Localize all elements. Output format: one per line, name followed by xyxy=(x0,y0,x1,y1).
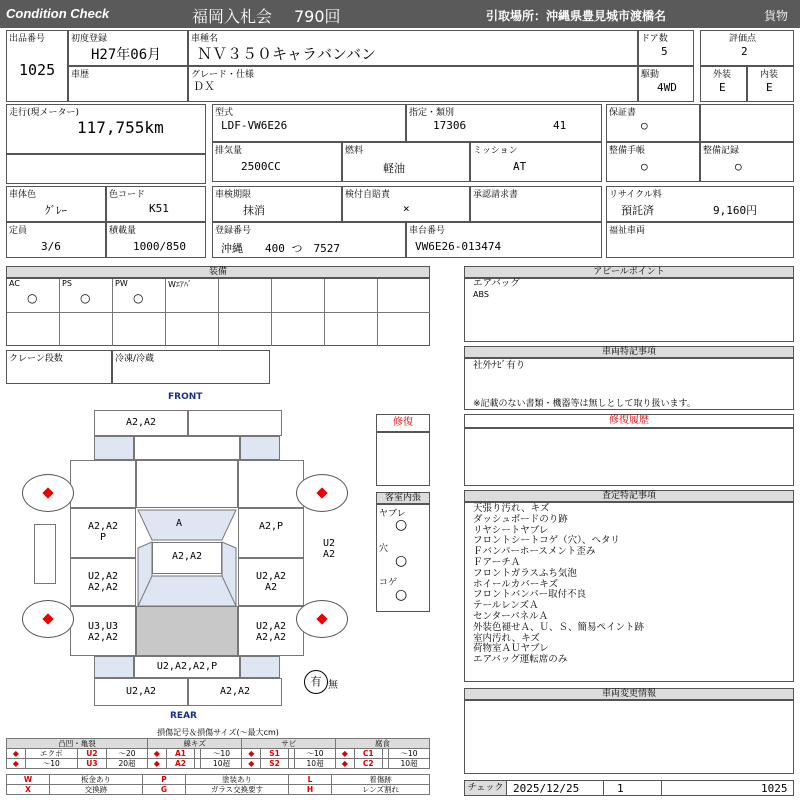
lot-value: 1025 xyxy=(19,61,56,79)
freezer-label: 冷凍/冷蔵 xyxy=(115,354,155,364)
lot-number-cell xyxy=(6,30,68,102)
equip-ac-label: AC xyxy=(9,279,20,288)
appeal-box xyxy=(464,278,794,342)
part-left-rear-quarter: U3,U3 A2,A2 xyxy=(70,606,136,656)
legend-table xyxy=(6,738,430,769)
chassis-value: VW6E26-013474 xyxy=(415,240,502,253)
changes-box xyxy=(464,700,794,774)
part-roof: A2,A2 xyxy=(152,542,222,574)
equipment-grid xyxy=(6,278,430,346)
equip-empty-13 xyxy=(219,313,272,346)
legend-rust-f: 10超 xyxy=(295,759,336,769)
legend-dent-c: 〜20 xyxy=(107,749,148,759)
inspection-cell xyxy=(212,186,342,222)
inspector-line: センターパネルＡ xyxy=(473,611,549,622)
equip-empty-14 xyxy=(272,313,325,346)
designation-value: 17306 xyxy=(433,119,467,132)
history-cell xyxy=(68,66,188,102)
legend-corrosion-f: 10超 xyxy=(388,759,429,769)
special-line-1: 社外ﾅﾋﾞ有り xyxy=(473,360,526,371)
part-rear-right-lamp xyxy=(240,656,280,678)
legend-rust-d: S2 xyxy=(261,759,289,769)
inspector-line: 外装色褪せＡ、Ｕ、Ｓ、簡易ペイント跡 xyxy=(473,621,645,633)
windshield-label: A xyxy=(176,518,183,529)
spare-no-label: 無 xyxy=(328,680,338,691)
equip-empty-12 xyxy=(166,313,219,346)
mission-label: ミッション xyxy=(473,146,518,156)
legend-scratch-c: 〜10 xyxy=(201,749,242,759)
legend-text-l: 着傷跡 xyxy=(332,775,430,785)
repair-header: 修復 xyxy=(376,414,430,432)
mission-cell xyxy=(470,142,602,182)
legend-rust-c: 〜10 xyxy=(295,749,336,759)
equip-ps-label: PS xyxy=(62,279,72,288)
equip-ac xyxy=(7,279,60,313)
legend-rust-a: S1 xyxy=(261,749,289,759)
exterior-label: 外装 xyxy=(713,70,732,80)
record-cell xyxy=(700,142,794,182)
wheel-rear-left xyxy=(22,600,74,638)
interior-label: 内装 xyxy=(760,70,779,80)
appeal-header: アピールポイント xyxy=(464,266,794,278)
chassis-cell xyxy=(406,222,602,258)
legend-scratch-d: A2 xyxy=(166,759,195,769)
cabin-burn-label: コゲ xyxy=(379,578,398,588)
interior-cell xyxy=(747,66,794,102)
inspector-line: 室内汚れ、キズ xyxy=(473,632,540,644)
check-divider xyxy=(603,781,604,795)
drive-label: 駆動 xyxy=(641,70,660,80)
repair-content-box xyxy=(464,428,794,486)
cabin-tear-label: ヤブレ xyxy=(379,509,406,519)
warranty-cell xyxy=(606,104,700,142)
color-code-label: 色コード xyxy=(109,190,146,200)
equip-pw-label: PW xyxy=(115,279,128,288)
check-row xyxy=(464,780,794,796)
inspector-line: 荷物室ＡＵヤブレ xyxy=(473,643,549,655)
cabin-hole-mark: ○ xyxy=(395,553,408,569)
recycle-cell xyxy=(606,186,794,222)
inspector-line: ダッシュボードのり跡 xyxy=(473,513,568,525)
capacity-value: 3/6 xyxy=(41,240,61,253)
doors-value: 5 xyxy=(661,45,668,58)
part-hood xyxy=(136,460,238,508)
color-code-value: K51 xyxy=(149,202,169,215)
legend-title: 損傷記号＆損傷サイズ(〜最大cm) xyxy=(157,728,279,737)
part-cargo-floor xyxy=(136,606,238,656)
part-windshield xyxy=(136,508,238,542)
equip-ps-mark: ○ xyxy=(80,291,91,305)
inspector-line: フロントシートコゲ（穴）、ヘタリ xyxy=(473,535,620,547)
score-cell xyxy=(700,30,794,66)
manual-cell xyxy=(606,142,700,182)
class-value: 41 xyxy=(553,119,567,132)
front-label: FRONT xyxy=(168,392,203,402)
part-front-right xyxy=(188,410,282,436)
part-right-rear-quarter: U2,A2 A2,A2 xyxy=(238,606,304,656)
pickup-location: 引取場所：沖縄県豊見城市渡橋名 xyxy=(486,9,667,23)
model-name-cell xyxy=(188,30,638,66)
special-note: ※記載のない書類・機器等は無しとして取り扱います。 xyxy=(473,399,696,409)
wheel-front-left xyxy=(22,474,74,512)
check-date: 2025/12/25 xyxy=(513,782,580,795)
part-left-front-door: A2,A2 P xyxy=(70,508,136,558)
load-label: 積載量 xyxy=(109,226,137,236)
equipment-header: 装備 xyxy=(6,266,430,278)
fuel-value: 軽油 xyxy=(383,162,405,175)
part-left-fender xyxy=(70,460,136,508)
legend-dent-a: エクボ xyxy=(25,749,77,759)
freezer-cell xyxy=(112,350,270,384)
liability-value: × xyxy=(403,202,410,215)
legend-dent-d: 〜10 xyxy=(25,759,77,769)
record-value: ○ xyxy=(735,160,742,173)
rear-label: REAR xyxy=(170,711,197,721)
color-label: 車体色 xyxy=(9,190,37,200)
cabin-hole-label: 穴 xyxy=(379,544,389,554)
part-front-grille xyxy=(134,436,240,460)
color-cell xyxy=(6,186,106,222)
equip-empty-10 xyxy=(60,313,113,346)
equip-empty-9 xyxy=(7,313,60,346)
displacement-value: 2500CC xyxy=(241,160,281,173)
welfare-cell xyxy=(606,222,794,258)
legend-diamond: ◆ xyxy=(336,759,355,769)
exterior-cell xyxy=(700,66,747,102)
color-code-cell xyxy=(106,186,206,222)
doors-label: ドア数 xyxy=(641,34,668,44)
part-rear-bumper-right: A2,A2 xyxy=(188,678,282,706)
inspector-line: テールレンズＡ xyxy=(473,600,539,612)
legend-dent-f: 20超 xyxy=(107,759,148,769)
brand-title: Condition Check xyxy=(6,6,110,21)
inspector-box xyxy=(464,502,794,682)
grade-value: ＤＸ xyxy=(193,80,215,93)
check-count: 1 xyxy=(617,782,624,795)
equip-pw xyxy=(113,279,166,313)
legend-text-p: 塗装あり xyxy=(186,775,289,785)
approval-cell xyxy=(470,186,602,222)
mileage-cell xyxy=(6,104,206,154)
crane-cell xyxy=(6,350,112,384)
check-number: 1025 xyxy=(761,782,788,795)
legend-key-x: X xyxy=(7,785,50,795)
equip-ps xyxy=(60,279,113,313)
legend-diamond: ◆ xyxy=(147,749,166,759)
inspector-line: ＦアーチＡ xyxy=(473,557,521,568)
auction-round: 790回 xyxy=(294,7,341,26)
equip-empty-7 xyxy=(325,279,378,313)
part-right-side-label: U2 A2 xyxy=(316,524,342,584)
color-value: ｸﾞﾚｰ xyxy=(45,204,67,217)
displacement-cell xyxy=(212,142,342,182)
part-right-front-door: A2,P xyxy=(238,508,304,558)
first-reg-cell xyxy=(68,30,188,66)
designation-label: 指定・類別 xyxy=(409,108,455,118)
equip-pw-mark: ○ xyxy=(133,291,144,305)
legend-group-scratch: 線キズ xyxy=(147,739,241,749)
legend-scratch-a: A1 xyxy=(166,749,195,759)
vehicle-class: 貨物 xyxy=(764,9,789,23)
wheel-rear-right xyxy=(296,600,348,638)
part-rear-left-lamp xyxy=(94,656,134,678)
appeal-line-1: エアバッグ xyxy=(473,278,520,289)
capacity-label: 定員 xyxy=(9,226,28,236)
mission-value: AT xyxy=(513,160,527,173)
warranty-value: ○ xyxy=(641,119,648,132)
regno-cell xyxy=(212,222,406,258)
cabin-header: 客室内張 xyxy=(376,492,430,504)
equip-empty-15 xyxy=(325,313,378,346)
spare-yes-mark: 有 xyxy=(304,670,328,694)
doors-cell xyxy=(638,30,694,66)
chassis-label: 車台番号 xyxy=(409,226,446,236)
legend-diamond: ◆ xyxy=(336,749,355,759)
legend-corrosion-c: 〜10 xyxy=(388,749,429,759)
inspection-value: 抹消 xyxy=(243,204,265,217)
lot-label: 出品番号 xyxy=(9,34,46,44)
legend-corrosion-d: C2 xyxy=(354,759,382,769)
warranty-extra-cell xyxy=(700,104,794,142)
model-name-label: 車種名 xyxy=(191,34,219,44)
part-rear-glass xyxy=(136,574,238,608)
exterior-value: E xyxy=(719,81,726,94)
recycle-label: リサイクル料 xyxy=(609,190,662,200)
first-reg-label: 初度登録 xyxy=(71,34,108,44)
fuel-label: 燃料 xyxy=(345,146,364,156)
legend-key-w: W xyxy=(7,775,50,785)
legend-diamond: ◆ xyxy=(7,749,26,759)
cabin-tear-mark: ○ xyxy=(395,517,408,533)
warranty-label: 保証書 xyxy=(609,108,637,118)
inspector-line: 天張り汚れ、キズ xyxy=(473,503,550,514)
grade-cell xyxy=(188,66,638,102)
crane-label: クレーン段数 xyxy=(9,354,63,364)
equip-empty-8 xyxy=(378,279,430,313)
type-label: 型式 xyxy=(215,108,234,118)
part-hood-front: A2,A2 xyxy=(94,410,188,436)
legend-corrosion-a: C1 xyxy=(354,749,382,759)
check-divider-2 xyxy=(661,781,662,795)
auction-name: 福岡入札会 xyxy=(192,7,273,26)
displacement-label: 排気量 xyxy=(215,146,243,156)
manual-value: ○ xyxy=(641,160,648,173)
part-left-mid-door: U2,A2 A2,A2 xyxy=(70,558,136,606)
legend-diamond: ◆ xyxy=(147,759,166,769)
legend-text-h: レンズ割れ xyxy=(332,785,430,795)
score-value: 2 xyxy=(741,45,748,58)
welfare-label: 福祉車両 xyxy=(609,226,646,236)
type-cell xyxy=(212,104,406,142)
regno-value: 沖縄 400 つ 7527 xyxy=(221,242,340,255)
check-label: チェック xyxy=(465,781,507,795)
inspection-label: 車検期限 xyxy=(215,190,252,200)
record-label: 整備記録 xyxy=(703,146,740,156)
part-left-mirror-box xyxy=(34,524,56,584)
repair-content-header: 修復履歴 xyxy=(464,414,794,428)
regno-label: 登録番号 xyxy=(215,226,252,236)
cabin-burn-mark: ○ xyxy=(395,587,408,603)
legend-key-l: L xyxy=(289,775,332,785)
recycle-status: 預託済 xyxy=(621,204,654,217)
equip-airbag xyxy=(166,279,219,313)
drive-cell xyxy=(638,66,694,102)
load-value: 1000/850 xyxy=(133,240,186,253)
liability-label: 検付自賠責 xyxy=(345,190,391,200)
mileage-value: 117,755km xyxy=(77,118,164,137)
repair-box xyxy=(376,432,430,486)
cabin-box xyxy=(376,504,430,612)
legend-text-g: ガラス交換要す xyxy=(186,785,289,795)
equip-empty-6 xyxy=(272,279,325,313)
recycle-value: 9,160円 xyxy=(713,204,758,217)
inspector-line: Ｆバンパーホースメント歪み xyxy=(473,546,596,558)
legend-diamond: ◆ xyxy=(242,749,261,759)
drive-value: 4WD xyxy=(657,81,677,94)
inspector-line: ホイールカバーキズ xyxy=(473,578,559,590)
changes-header: 車両変更情報 xyxy=(464,688,794,700)
legend-text-x: 交換跡 xyxy=(50,785,143,795)
fuel-cell xyxy=(342,142,470,182)
mileage-extra-cell xyxy=(6,154,206,184)
score-label: 評価点 xyxy=(729,34,757,44)
grade-label: グレード・仕様 xyxy=(191,70,255,80)
liability-cell xyxy=(342,186,470,222)
part-front-right-lamp xyxy=(240,436,280,460)
interior-value: E xyxy=(766,81,773,94)
legend-group-corrosion: 腐食 xyxy=(336,739,430,749)
legend-diamond: ◆ xyxy=(242,759,261,769)
legend-group-rust: サビ xyxy=(242,739,336,749)
inspector-line: フロントバンパー取付不良 xyxy=(473,589,587,601)
equip-empty-11 xyxy=(113,313,166,346)
special-box xyxy=(464,358,794,410)
manual-label: 整備手帳 xyxy=(609,146,646,156)
part-rear-panel: U2,A2,A2,P xyxy=(134,656,240,678)
appeal-line-2: ABS xyxy=(473,290,489,299)
mileage-label: 走行(現メーター) xyxy=(9,108,80,118)
legend-scratch-f: 10超 xyxy=(201,759,242,769)
part-right-mid-door: U2,A2 A2 xyxy=(238,558,304,606)
legend-dent-e: U3 xyxy=(77,759,106,769)
first-reg-value: H27年06月 xyxy=(91,47,162,63)
part-rear-bumper-left: U2,A2 xyxy=(94,678,188,706)
type-value: LDF-VW6E26 xyxy=(221,119,288,132)
part-front-left-lamp xyxy=(94,436,134,460)
capacity-cell xyxy=(6,222,106,258)
header-bar xyxy=(0,0,800,28)
approval-label: 承認請求書 xyxy=(473,190,519,200)
legend-key-h: H xyxy=(289,785,332,795)
equip-empty-5 xyxy=(219,279,272,313)
legend-text-w: 板金あり xyxy=(50,775,143,785)
equip-ac-mark: ○ xyxy=(27,291,38,305)
load-cell xyxy=(106,222,206,258)
legend-key-g: G xyxy=(143,785,186,795)
inspector-line: リヤシートヤブレ xyxy=(473,524,549,536)
designation-cell xyxy=(406,104,602,142)
model-name-value: ＮＶ３５０キャラバンバン xyxy=(197,45,376,63)
legend-bottom-table xyxy=(6,774,430,795)
legend-diamond: ◆ xyxy=(7,759,26,769)
inspector-line: エアバッグ運転席のみ xyxy=(473,654,568,666)
legend-dent-b: U2 xyxy=(77,749,106,759)
history-label: 車歴 xyxy=(71,70,90,80)
inspector-header: 査定特記事項 xyxy=(464,490,794,502)
wheel-front-right xyxy=(296,474,348,512)
equip-airbag-label: Wｴｱﾊﾞ xyxy=(168,280,192,289)
part-right-fender xyxy=(238,460,304,508)
inspector-line: フロントガラスふち気泡 xyxy=(473,567,577,579)
special-header: 車両特記事項 xyxy=(464,346,794,358)
legend-group-dent: 凸凹・亀裂 xyxy=(7,739,148,749)
legend-key-p: P xyxy=(143,775,186,785)
